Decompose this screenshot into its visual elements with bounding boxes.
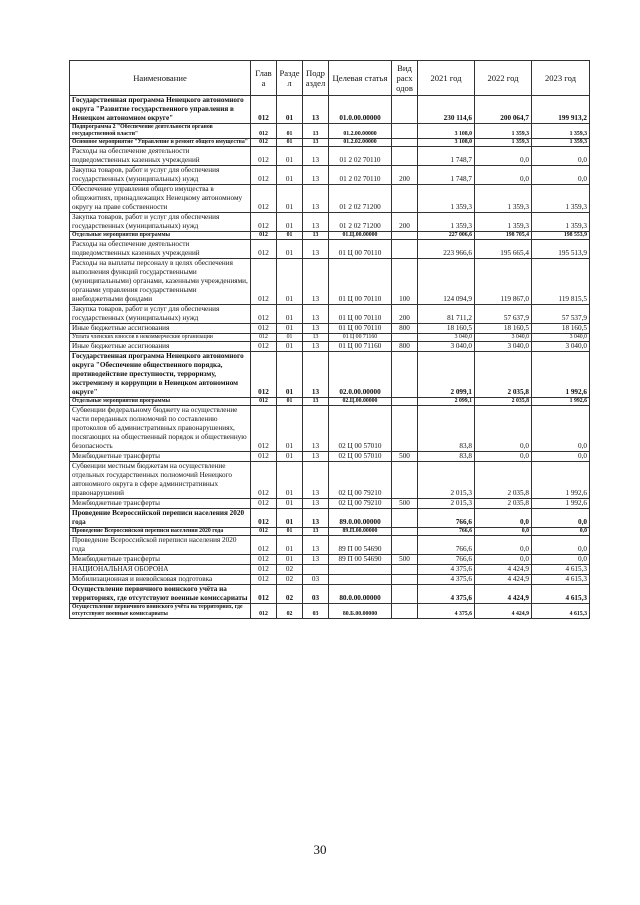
- cell-podrazdel: 13: [303, 166, 329, 185]
- cell-glava: 012: [251, 124, 277, 139]
- header-podrazdel: Подр аздел: [303, 61, 329, 96]
- cell-2023: 1 992,6: [532, 499, 590, 509]
- cell-name: Уплата членских взносов в некоммерческие организации: [70, 334, 251, 342]
- cell-2023: 4 615,3: [532, 565, 590, 575]
- cell-glava: 012: [251, 213, 277, 232]
- cell-2022: 0,0: [475, 528, 532, 536]
- cell-2022: 200 064,7: [475, 96, 532, 124]
- cell-expense-type: [392, 139, 418, 147]
- cell-name: Межбюджетные трансферты: [70, 499, 251, 509]
- cell-2022: 3 040,0: [475, 342, 532, 352]
- header-2022: 2022 год: [475, 61, 532, 96]
- table-row: [70, 462, 590, 499]
- table-row: [70, 232, 590, 240]
- cell-target-article: 01 Ц 00 70110: [329, 324, 392, 334]
- cell-glava: 012: [251, 352, 277, 398]
- cell-podrazdel: 03: [303, 575, 329, 585]
- table-row: [70, 509, 590, 528]
- cell-target-article: 01 2 02 71200: [329, 213, 392, 232]
- cell-target-article: 01 Ц 00 70110: [329, 259, 392, 305]
- cell-razdel: 01: [277, 452, 303, 462]
- cell-2023: 1 359,3: [532, 124, 590, 139]
- cell-2021: 83,8: [418, 452, 475, 462]
- cell-razdel: 01: [277, 509, 303, 528]
- cell-expense-type: 200: [392, 305, 418, 324]
- cell-2021: 766,6: [418, 536, 475, 555]
- cell-razdel: 01: [277, 462, 303, 499]
- page-number: 30: [313, 842, 327, 857]
- cell-2022: 0,0: [475, 452, 532, 462]
- table-row: [70, 555, 590, 565]
- cell-glava: 012: [251, 452, 277, 462]
- cell-razdel: 02: [277, 565, 303, 575]
- cell-2022: 4 424,9: [475, 565, 532, 575]
- cell-razdel: 01: [277, 240, 303, 259]
- cell-name: Осуществление первичного воинского учёта на территориях, где отсутствуют военные комиссариаты: [70, 604, 251, 619]
- cell-2021: 81 711,2: [418, 305, 475, 324]
- table-body: [70, 96, 590, 619]
- cell-glava: 012: [251, 528, 277, 536]
- cell-razdel: 01: [277, 528, 303, 536]
- cell-target-article: [329, 575, 392, 585]
- cell-razdel: 01: [277, 232, 303, 240]
- cell-razdel: 01: [277, 305, 303, 324]
- cell-target-article: 89 П 00 54690: [329, 555, 392, 565]
- cell-expense-type: [392, 398, 418, 406]
- cell-2023: 0,0: [532, 166, 590, 185]
- cell-razdel: 01: [277, 147, 303, 166]
- cell-expense-type: [392, 147, 418, 166]
- cell-2021: 766,6: [418, 528, 475, 536]
- cell-podrazdel: 13: [303, 324, 329, 334]
- cell-name: Проведение Всероссийской переписи населения 2020 года: [70, 509, 251, 528]
- table-row: [70, 565, 590, 575]
- cell-name: Основное мероприятие "Управление и ремонт общего имущества": [70, 139, 251, 147]
- cell-razdel: 01: [277, 259, 303, 305]
- cell-2021: 766,6: [418, 509, 475, 528]
- cell-2022: 4 424,9: [475, 575, 532, 585]
- cell-glava: 012: [251, 305, 277, 324]
- table-row: [70, 185, 590, 213]
- cell-target-article: 89.П.00.00000: [329, 528, 392, 536]
- cell-2022: 18 160,5: [475, 324, 532, 334]
- cell-target-article: 01 Ц 00 70110: [329, 240, 392, 259]
- table-row: [70, 499, 590, 509]
- cell-target-article: 02 Ц 00 79210: [329, 499, 392, 509]
- cell-expense-type: [392, 185, 418, 213]
- cell-expense-type: 200: [392, 166, 418, 185]
- cell-target-article: 01 Ц 00 70110: [329, 305, 392, 324]
- cell-expense-type: 800: [392, 342, 418, 352]
- cell-glava: 012: [251, 499, 277, 509]
- cell-2022: 0,0: [475, 536, 532, 555]
- table-row: [70, 604, 590, 619]
- cell-podrazdel: 13: [303, 305, 329, 324]
- cell-2022: 4 424,9: [475, 604, 532, 619]
- cell-glava: 012: [251, 406, 277, 452]
- cell-2021: 227 006,6: [418, 232, 475, 240]
- cell-2022: 2 035,8: [475, 398, 532, 406]
- cell-2022: 3 040,0: [475, 334, 532, 342]
- cell-2022: 1 359,3: [475, 139, 532, 147]
- cell-name: Закупка товаров, работ и услуг для обеспечения государственных (муниципальных) нужд: [70, 305, 251, 324]
- cell-2021: 2 099,1: [418, 398, 475, 406]
- cell-target-article: 01 Ц 00 71160: [329, 342, 392, 352]
- cell-2023: 195 513,9: [532, 240, 590, 259]
- cell-expense-type: 500: [392, 499, 418, 509]
- cell-target-article: 02 Ц 00 79210: [329, 462, 392, 499]
- cell-2022: 119 867,0: [475, 259, 532, 305]
- cell-2023: 57 537,9: [532, 305, 590, 324]
- cell-2021: 766,6: [418, 555, 475, 565]
- cell-podrazdel: 13: [303, 406, 329, 452]
- cell-2022: 195 665,4: [475, 240, 532, 259]
- table-row: [70, 139, 590, 147]
- cell-2023: 0,0: [532, 509, 590, 528]
- cell-2021: 3 108,0: [418, 124, 475, 139]
- cell-2022: 0,0: [475, 147, 532, 166]
- cell-2021: 124 094,9: [418, 259, 475, 305]
- header-glava: Глав а: [251, 61, 277, 96]
- cell-glava: 012: [251, 585, 277, 604]
- cell-podrazdel: 13: [303, 555, 329, 565]
- cell-podrazdel: 13: [303, 462, 329, 499]
- cell-glava: 012: [251, 536, 277, 555]
- cell-glava: 012: [251, 342, 277, 352]
- cell-razdel: 01: [277, 342, 303, 352]
- cell-glava: 012: [251, 166, 277, 185]
- cell-name: Расходы на обеспечение деятельности подведомственных казенных учреждений: [70, 147, 251, 166]
- cell-expense-type: 800: [392, 324, 418, 334]
- table-row: [70, 259, 590, 305]
- cell-2023: 1 359,3: [532, 185, 590, 213]
- cell-glava: 012: [251, 185, 277, 213]
- cell-glava: 012: [251, 398, 277, 406]
- table-row: [70, 452, 590, 462]
- cell-glava: 012: [251, 259, 277, 305]
- cell-podrazdel: 13: [303, 232, 329, 240]
- cell-name: Расходы на выплаты персоналу в целях обеспечения выполнения функций государственными (муниципальными) органами, казенными учреждениями, органами управления государственными внебюджетными фондами: [70, 259, 251, 305]
- cell-2023: 4 615,3: [532, 585, 590, 604]
- cell-2023: 3 040,0: [532, 342, 590, 352]
- cell-podrazdel: 13: [303, 334, 329, 342]
- cell-razdel: 01: [277, 555, 303, 565]
- cell-name: Мобилизационная и вневойсковая подготовка: [70, 575, 251, 585]
- cell-2022: 4 424,9: [475, 585, 532, 604]
- cell-podrazdel: 13: [303, 96, 329, 124]
- cell-glava: 012: [251, 147, 277, 166]
- cell-2022: 2 035,8: [475, 499, 532, 509]
- cell-razdel: 01: [277, 406, 303, 452]
- cell-2022: 1 359,3: [475, 213, 532, 232]
- cell-2022: 2 035,8: [475, 462, 532, 499]
- cell-podrazdel: 13: [303, 240, 329, 259]
- cell-2023: 1 992,6: [532, 352, 590, 398]
- cell-2021: 1 748,7: [418, 147, 475, 166]
- cell-2023: 1 359,3: [532, 213, 590, 232]
- cell-podrazdel: 13: [303, 147, 329, 166]
- cell-2021: 3 108,0: [418, 139, 475, 147]
- cell-2023: 4 615,3: [532, 604, 590, 619]
- cell-name: НАЦИОНАЛЬНАЯ ОБОРОНА: [70, 565, 251, 575]
- cell-target-article: [329, 565, 392, 575]
- header-razdel: Разде л: [277, 61, 303, 96]
- cell-name: Отдельные мероприятия программы: [70, 398, 251, 406]
- cell-expense-type: [392, 585, 418, 604]
- cell-glava: 012: [251, 240, 277, 259]
- cell-2022: 0,0: [475, 406, 532, 452]
- cell-expense-type: 200: [392, 213, 418, 232]
- cell-expense-type: [392, 604, 418, 619]
- cell-name: Закупка товаров, работ и услуг для обеспечения государственных (муниципальных) нужд: [70, 166, 251, 185]
- cell-2023: 199 913,2: [532, 96, 590, 124]
- table-row: [70, 585, 590, 604]
- cell-target-article: 80.Б.00.00000: [329, 604, 392, 619]
- cell-podrazdel: [303, 565, 329, 575]
- cell-podrazdel: 13: [303, 509, 329, 528]
- cell-2023: 0,0: [532, 536, 590, 555]
- cell-razdel: 02: [277, 604, 303, 619]
- cell-target-article: 02 Ц 00 57010: [329, 452, 392, 462]
- cell-razdel: 01: [277, 166, 303, 185]
- table-row: [70, 528, 590, 536]
- cell-2023: 198 553,9: [532, 232, 590, 240]
- table-row: [70, 305, 590, 324]
- cell-expense-type: [392, 565, 418, 575]
- cell-2023: 0,0: [532, 555, 590, 565]
- cell-podrazdel: 13: [303, 398, 329, 406]
- cell-expense-type: [392, 462, 418, 499]
- cell-expense-type: 500: [392, 555, 418, 565]
- table-header-row: [70, 61, 590, 96]
- table-row: [70, 324, 590, 334]
- cell-razdel: 02: [277, 585, 303, 604]
- cell-2022: 0,0: [475, 166, 532, 185]
- cell-name: Субвенции местным бюджетам на осуществление отдельных государственных полномочий Ненецкого автономного округа в сфере административных правонарушений: [70, 462, 251, 499]
- cell-podrazdel: 13: [303, 185, 329, 213]
- table-row: [70, 213, 590, 232]
- cell-2021: 83,8: [418, 406, 475, 452]
- cell-expense-type: [392, 406, 418, 452]
- cell-name: Проведение Всероссийской переписи населения 2020 года: [70, 536, 251, 555]
- cell-name: Государственная программа Ненецкого автономного округа "Обеспечение общественного порядка, противодействие преступности, терроризму, экстремизму и коррупции в Ненецком автономном округе": [70, 352, 251, 398]
- cell-glava: 012: [251, 96, 277, 124]
- cell-2022: 1 359,3: [475, 185, 532, 213]
- cell-2022: 198 705,4: [475, 232, 532, 240]
- cell-podrazdel: 13: [303, 259, 329, 305]
- budget-table: [69, 60, 590, 619]
- cell-razdel: 01: [277, 334, 303, 342]
- cell-2023: 18 160,5: [532, 324, 590, 334]
- header-name: Наименование: [70, 61, 251, 96]
- table-row: [70, 124, 590, 139]
- cell-glava: 012: [251, 232, 277, 240]
- cell-2022: 0,0: [475, 509, 532, 528]
- table-row: [70, 406, 590, 452]
- cell-glava: 012: [251, 604, 277, 619]
- cell-2022: 2 035,8: [475, 352, 532, 398]
- cell-expense-type: [392, 528, 418, 536]
- cell-podrazdel: 13: [303, 536, 329, 555]
- cell-2021: 4 375,6: [418, 604, 475, 619]
- cell-2023: 0,0: [532, 452, 590, 462]
- cell-name: Иные бюджетные ассигнования: [70, 324, 251, 334]
- cell-razdel: 01: [277, 96, 303, 124]
- table-row: [70, 342, 590, 352]
- cell-expense-type: [392, 352, 418, 398]
- cell-target-article: 80.0.00.00000: [329, 585, 392, 604]
- cell-2022: 0,0: [475, 555, 532, 565]
- cell-razdel: 01: [277, 124, 303, 139]
- cell-name: Проведение Всероссийской переписи населения 2020 года: [70, 528, 251, 536]
- header-2023: 2023 год: [532, 61, 590, 96]
- cell-target-article: 01 2 02 70110: [329, 147, 392, 166]
- cell-glava: 012: [251, 555, 277, 565]
- cell-name: Отдельные мероприятия программы: [70, 232, 251, 240]
- cell-expense-type: [392, 334, 418, 342]
- cell-2021: 2 015,3: [418, 462, 475, 499]
- cell-name: Межбюджетные трансферты: [70, 555, 251, 565]
- cell-2021: 223 966,6: [418, 240, 475, 259]
- table-row: [70, 240, 590, 259]
- cell-2023: 1 992,6: [532, 398, 590, 406]
- cell-podrazdel: 03: [303, 585, 329, 604]
- cell-target-article: 02.Ц.00.00000: [329, 398, 392, 406]
- cell-2022: 57 637,9: [475, 305, 532, 324]
- cell-2023: 0,0: [532, 528, 590, 536]
- cell-expense-type: [392, 96, 418, 124]
- cell-2021: 4 375,6: [418, 585, 475, 604]
- cell-name: Государственная программа Ненецкого автономного округа "Развитие государственного управления в Ненецком автономном округе": [70, 96, 251, 124]
- cell-podrazdel: 13: [303, 342, 329, 352]
- cell-2021: 2 015,3: [418, 499, 475, 509]
- header-2021: 2021 год: [418, 61, 475, 96]
- cell-expense-type: [392, 509, 418, 528]
- cell-target-article: 01 2 02 70110: [329, 166, 392, 185]
- cell-podrazdel: 13: [303, 528, 329, 536]
- cell-glava: 012: [251, 565, 277, 575]
- cell-2021: 2 099,1: [418, 352, 475, 398]
- cell-podrazdel: 13: [303, 124, 329, 139]
- cell-2023: 119 815,5: [532, 259, 590, 305]
- cell-glava: 012: [251, 509, 277, 528]
- cell-razdel: 01: [277, 213, 303, 232]
- cell-expense-type: 500: [392, 452, 418, 462]
- table-row: [70, 536, 590, 555]
- cell-razdel: 01: [277, 352, 303, 398]
- cell-2023: 1 359,3: [532, 139, 590, 147]
- cell-glava: 012: [251, 324, 277, 334]
- cell-name: Субвенции федеральному бюджету на осуществление части переданных полномочий по составлению протоколов об административных правонарушениях, посягающих на общественный порядок и общественную безопасность: [70, 406, 251, 452]
- cell-2023: 3 040,0: [532, 334, 590, 342]
- table-row: [70, 96, 590, 124]
- cell-2023: 0,0: [532, 406, 590, 452]
- cell-expense-type: [392, 536, 418, 555]
- cell-glava: 012: [251, 139, 277, 147]
- cell-expense-type: [392, 575, 418, 585]
- cell-razdel: 02: [277, 575, 303, 585]
- cell-2021: 3 040,0: [418, 342, 475, 352]
- table-row: [70, 352, 590, 398]
- cell-name: Обеспечение управления общего имущества в общежитиях, принадлежащих Ненецкому автономному округу на праве собственности: [70, 185, 251, 213]
- table-row: [70, 166, 590, 185]
- cell-target-article: 89.0.00.00000: [329, 509, 392, 528]
- cell-2021: 18 160,5: [418, 324, 475, 334]
- cell-razdel: 01: [277, 324, 303, 334]
- cell-2022: 1 359,3: [475, 124, 532, 139]
- cell-name: Закупка товаров, работ и услуг для обеспечения государственных (муниципальных) нужд: [70, 213, 251, 232]
- table-row: [70, 147, 590, 166]
- cell-expense-type: 100: [392, 259, 418, 305]
- cell-name: Расходы на обеспечение деятельности подведомственных казенных учреждений: [70, 240, 251, 259]
- cell-target-article: 02.0.00.00000: [329, 352, 392, 398]
- cell-target-article: 01.2.02.00000: [329, 139, 392, 147]
- table-row: [70, 575, 590, 585]
- cell-2021: 4 375,6: [418, 565, 475, 575]
- cell-target-article: 01 Ц 00 71160: [329, 334, 392, 342]
- cell-razdel: 01: [277, 139, 303, 147]
- cell-2023: 1 992,6: [532, 462, 590, 499]
- cell-name: Иные бюджетные ассигнования: [70, 342, 251, 352]
- cell-name: Подпрограмма 2 "Обеспечение деятельности органов государственной власти": [70, 124, 251, 139]
- cell-name: Осуществление первичного воинского учёта на территориях, где отсутствуют военные комиссариаты: [70, 585, 251, 604]
- cell-2021: 1 359,3: [418, 213, 475, 232]
- cell-razdel: 01: [277, 499, 303, 509]
- cell-target-article: 01 2 02 71200: [329, 185, 392, 213]
- cell-2023: 0,0: [532, 147, 590, 166]
- cell-target-article: 89 П 00 54690: [329, 536, 392, 555]
- cell-razdel: 01: [277, 398, 303, 406]
- cell-2023: 4 615,3: [532, 575, 590, 585]
- cell-podrazdel: 13: [303, 139, 329, 147]
- cell-2021: 1 748,7: [418, 166, 475, 185]
- cell-name: Межбюджетные трансферты: [70, 452, 251, 462]
- cell-glava: 012: [251, 462, 277, 499]
- header-target-article: Целевая статья: [329, 61, 392, 96]
- cell-glava: 012: [251, 575, 277, 585]
- cell-expense-type: [392, 232, 418, 240]
- cell-podrazdel: 13: [303, 352, 329, 398]
- header-expense-type: Вид расх одов: [392, 61, 418, 96]
- cell-2021: 1 359,3: [418, 185, 475, 213]
- cell-podrazdel: 13: [303, 452, 329, 462]
- cell-podrazdel: 13: [303, 499, 329, 509]
- cell-target-article: 01.Ц.00.00000: [329, 232, 392, 240]
- table-row: [70, 398, 590, 406]
- cell-podrazdel: 03: [303, 604, 329, 619]
- cell-target-article: 01.2.00.00000: [329, 124, 392, 139]
- cell-expense-type: [392, 240, 418, 259]
- table-row: [70, 334, 590, 342]
- cell-2021: 230 114,6: [418, 96, 475, 124]
- cell-2021: 4 375,6: [418, 575, 475, 585]
- cell-2021: 3 040,0: [418, 334, 475, 342]
- cell-target-article: 02 Ц 00 57010: [329, 406, 392, 452]
- cell-razdel: 01: [277, 536, 303, 555]
- cell-target-article: 01.0.00.00000: [329, 96, 392, 124]
- cell-expense-type: [392, 124, 418, 139]
- cell-razdel: 01: [277, 185, 303, 213]
- cell-glava: 012: [251, 334, 277, 342]
- cell-podrazdel: 13: [303, 213, 329, 232]
